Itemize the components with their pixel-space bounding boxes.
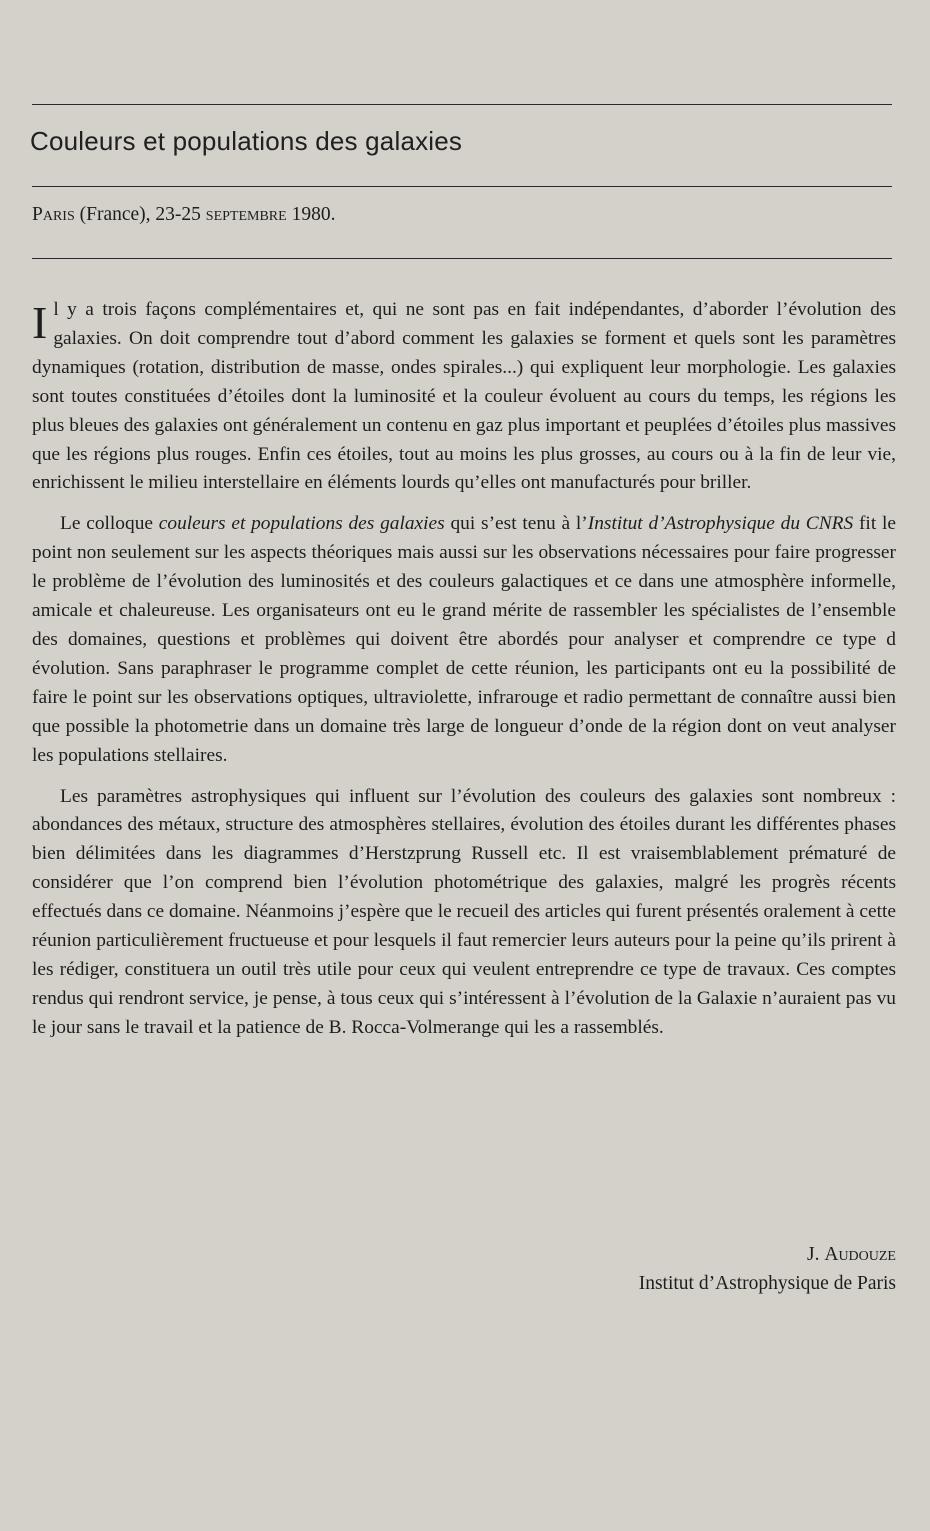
title-rule: [32, 186, 892, 187]
meeting-country-dates: (France), 23-25: [74, 204, 206, 225]
paragraph-1: [32, 296, 896, 498]
paragraph-2-text-a: Le colloque: [60, 513, 159, 535]
meeting-rule: [32, 258, 892, 259]
author-name: Audouze: [824, 1244, 896, 1265]
meeting-city: Paris: [32, 204, 75, 225]
paragraph-3-text: Les paramètres astrophysiques qui influent sur l’évolution des couleurs des galaxies sont nombreux : abondances des métaux, structure des atmosphères stellaires, évolution des étoiles durant les différentes phases bien délimitées dans les diagrammes d’Herstzprung Russell etc. Il est vraisemblablement prématuré de considérer que l’on comprend bien l’évolution photométrique des galaxies, malgré les progrès récents effectués dans ce domaine. Néanmoins j’espère que le recueil des articles qui furent présentés oralement à cette réunion particulièrement fructueuse et pour lesquels il faut remercier leurs auteurs pour la peine qu’ils prirent à les rédiger, constituera un outil très utile pour ceux qui veulent entreprendre ce type de travaux. Ces comptes rendus qui rendront service, je pense, à tous ceux qui s’intéressent à l’évolution de la Galaxie n’auraient pas vu le jour sans le travail et la patience de B. Rocca-Volmerange qui les a rassemblés.: [32, 785, 896, 1038]
colloquium-title: couleurs et populations des galaxies: [158, 513, 445, 535]
paragraph-2: [32, 510, 896, 770]
meeting-month: septembre: [205, 204, 287, 225]
signature-block: [639, 1240, 896, 1298]
paragraph-2-text-b: qui s’est tenu à l’: [444, 513, 588, 535]
body-text: [32, 296, 896, 1043]
paragraph-2-text-c: fit le point non seulement sur les aspects théoriques mais aussi sur les observations nécessaires pour faire progresser le problème de l’évolution des luminosités et des couleurs galactiques et ce dans une atmosphère informelle, amicale et chaleureuse. Les organisateurs ont eu le grand mérite de rassembler les spécialistes de l’ensemble des domaines, questions et problèmes qui doivent être abordés pour analyser et comprendre ce type d évolution. Sans paraphraser le programme complet de cette réunion, les participants ont eu la possibilité de faire le point sur les observations optiques, ultraviolette, infrarouge et radio permettant de connaître aussi bien que possible la photometrie dans un domaine très large de longueur d’onde de la région dont on veut analyser les populations stellaires.: [32, 513, 896, 766]
author-affiliation: Institut d’Astrophysique de Paris: [638, 1273, 896, 1294]
author: [639, 1240, 896, 1269]
meeting-year: 1980.: [286, 204, 336, 225]
document-page: [30, 0, 896, 1531]
institute-name: Institut d’Astrophysique du CNRS: [587, 513, 854, 535]
page-title: Couleurs et populations des galaxies: [30, 126, 463, 156]
paragraph-1-text: l y a trois façons complémentaires et, qui ne sont pas en fait indépendantes, d’aborder l’évolution des galaxies. On doit comprendre tout d’abord comment les galaxies se forment et quels sont les paramètres dynamiques (rotation, distribution de masse, ondes spirales...) qui expliquent leur morphologie. Les galaxies sont toutes constituées d’étoiles dont la luminosité et la couleur évoluent au cours du temps, les régions les plus bleues des galaxies ont généralement un contenu en gaz plus important et peuplées d’étoiles plus massives que les régions plus rouges. Enfin ces étoiles, tout au moins les plus grosses, au cours ou à la fin de leur vie, enrichissent le milieu interstellaire en éléments lourds qu’elles ont manufacturés pour briller.: [32, 299, 896, 494]
drop-cap: I: [32, 297, 48, 348]
meeting-info: [32, 204, 335, 226]
author-initial: J.: [807, 1244, 825, 1265]
paragraph-3: [32, 783, 896, 1043]
top-rule: [32, 104, 892, 105]
